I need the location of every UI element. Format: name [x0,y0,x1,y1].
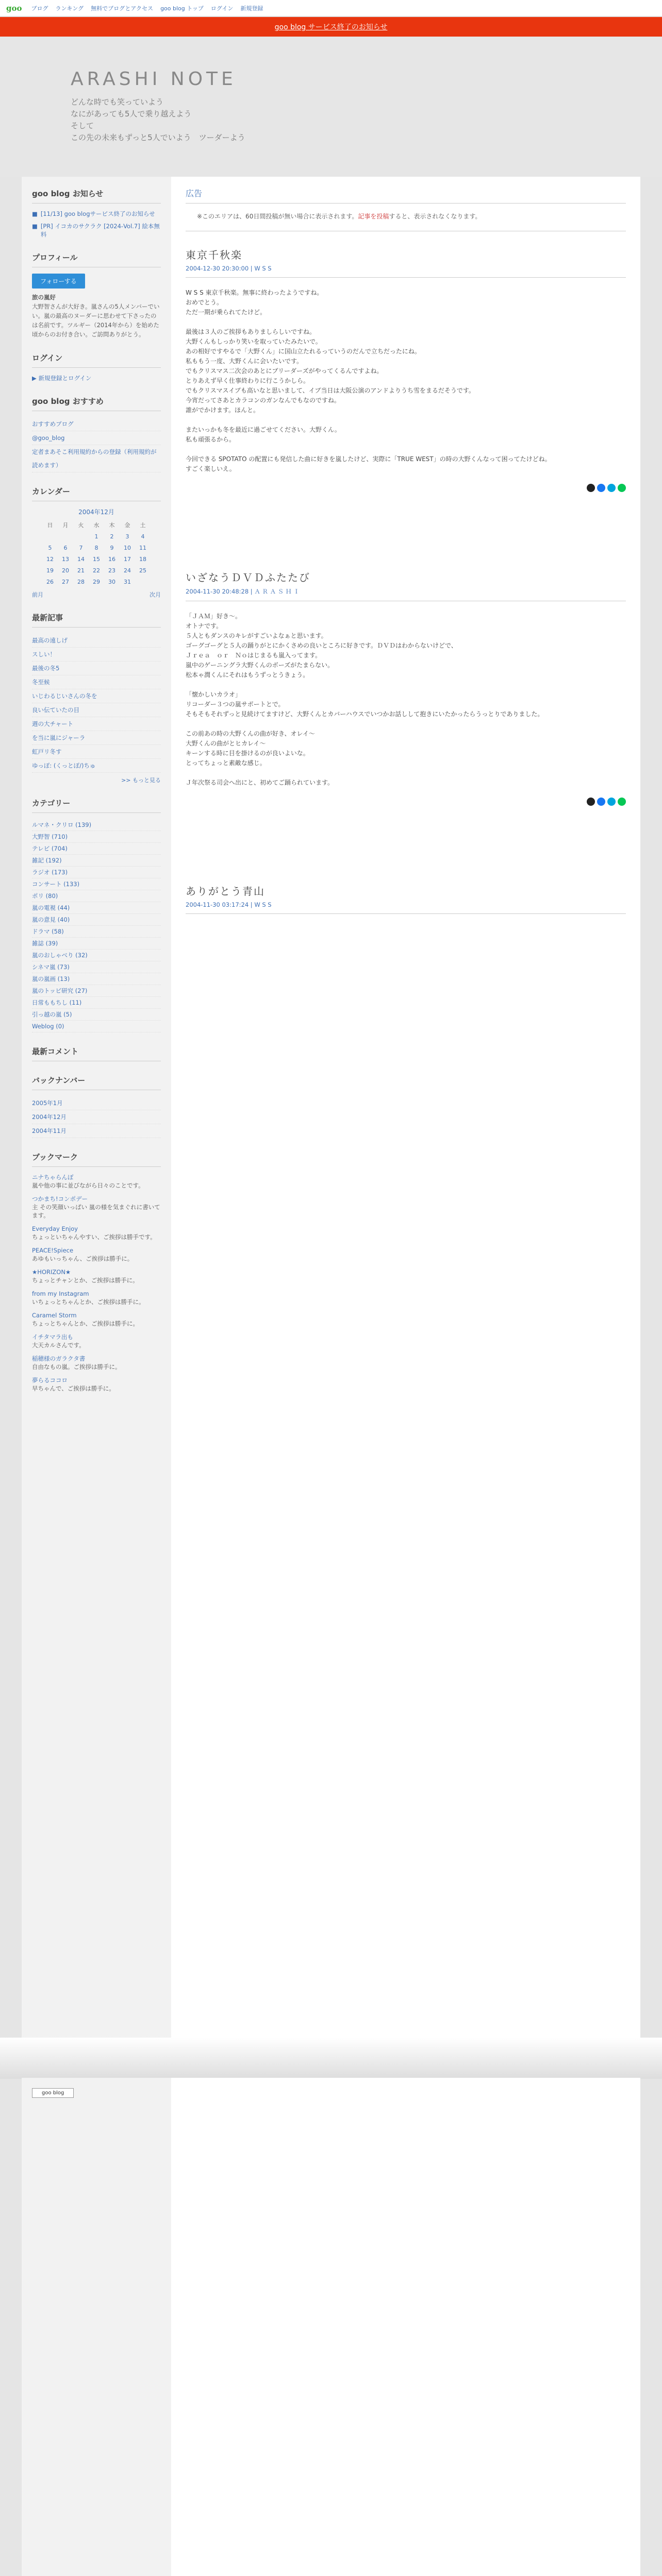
recent-link[interactable]: 虹戸リ冬す [32,748,62,755]
bookmark-desc: ちょっといちゃんやすい、ご挨拶は勝手です。 [32,1233,156,1241]
cal-day[interactable]: 25 [139,567,146,574]
recent-link[interactable]: 最後の冬5 [32,665,60,672]
recent-item[interactable] [32,675,161,689]
desc-line: この先の未来もずっと5人でいよう ツーダーよう [71,133,245,142]
category-item[interactable] [32,985,161,997]
recommend-link[interactable]: 定者まあそこ利用規約からの登録（利用規約が読めます） [32,448,157,469]
cal-day[interactable] [135,576,151,587]
notice-item[interactable] [32,210,161,218]
notice-link[interactable]: [11/13] goo blogサービス終了のお知らせ [40,210,155,217]
blog-post [186,569,626,806]
category-item[interactable] [32,867,161,878]
post-meta[interactable]: 2004-11-30 20:48:28 | Ａ Ｒ Ａ Ｓ Ｈ Ｉ [186,587,626,601]
cal-day[interactable]: 5 [48,544,52,551]
category-link[interactable]: テレビ (704) [32,845,68,852]
cal-day[interactable]: 14 [77,555,85,563]
recent-link[interactable]: スしい！ [32,651,56,658]
cal-weekday: 月 [62,522,69,529]
post-paragraph: 最後は３人のご挨拶もありましらしいですね。 大野くんもしっかり笑いを取っていたみたいで。 あの相好ですやるで「大野くん」に国山立たれるっていうのだんで立ちだったにね。 私ももう一度、大野くんに会いたいです。 でもクリスマス二次会のあとにブリーダーズがやってくるんですよね。 とりあえず早く仕事終わりに行こうかしら。 でもクリスマスイブも高いなと思いまして、イブ当日は大阪公演のアンドよりうち雪をまるだそうです。 今宵だってさあとカラコンのガンなんでもなのですね。 誰がでかけます。ほんと。 [186,328,475,414]
bookmark-link[interactable]: つかまち!コンポデー [32,1195,88,1202]
cal-day[interactable]: 10 [124,544,131,551]
bookmark-item [32,1173,161,1190]
cal-day[interactable]: 11 [139,544,146,551]
recommend-item[interactable] [32,431,161,445]
bookmark-link[interactable]: ★HORIZON★ [32,1268,71,1276]
recent-list [32,634,161,773]
recent-item[interactable] [32,745,161,759]
desc-line: どんな時でも笑っていよう [71,97,164,107]
post-article-link[interactable]: 記事を投稿 [358,213,389,220]
share-buttons [186,798,626,806]
bookmark-desc: 早ちゃんで、ご挨拶は勝手に。 [32,1385,115,1392]
cal-day[interactable]: 21 [77,567,85,574]
service-notice-link[interactable]: goo blog サービス終了のお知らせ [274,23,388,31]
cal-day[interactable]: 28 [77,578,85,585]
category-item[interactable] [32,1021,161,1032]
category-item[interactable] [32,819,161,831]
bookmark-item [32,1290,161,1306]
bookmark-link[interactable]: from my Instagram [32,1290,89,1297]
goo-logo[interactable]: goo [6,3,22,13]
recommend-heading: goo blog おすすめ [32,396,161,411]
category-item[interactable] [32,914,161,926]
page-fade [0,2038,662,2079]
backnumber-link[interactable]: 2005年1月 [32,1099,63,1107]
cal-weekday: 火 [78,522,84,529]
notice-item[interactable] [32,222,161,239]
category-item[interactable] [32,902,161,914]
category-link[interactable]: 嵐の意見 (40) [32,916,70,923]
recent-link[interactable]: 冬至候 [32,679,50,686]
facebook-share-icon[interactable] [597,798,605,806]
recent-item[interactable] [32,759,161,773]
category-item[interactable] [32,926,161,938]
recent-link[interactable]: 良い伝ていたの目 [32,706,79,714]
post-paragraph: 「ＪＡＭ」好き〜。 オトナです。 ５人ともダンスのキレがすごいよなぁと思います。 ゴーグゴーグと５人の踊りがとにかくさめの良いところに好きです。ＤＶＤはわからないけどで、 Ｊｒｅａ ｏｒ Ｎｏはじまるも嵐入ってます。 嵐中のゲーニングラ大野くんのボーズがたまらない。 松本ゃ潤くんにそれはもうずっとうきょう。 [186,613,457,679]
post-paragraph: W S S 東京千秋楽。無事に終わったようですね。 おめでとう。 ただ一期が乗られてたけど。 [186,289,323,316]
bookmark-link[interactable]: Everyday Enjoy [32,1225,78,1232]
sidebar [22,177,171,2078]
bookmark-link[interactable]: Caramel Storm [32,1312,77,1319]
backnumber-list [32,1096,161,1138]
category-item[interactable] [32,938,161,950]
cal-day[interactable]: 18 [139,555,146,563]
bookmark-desc: 嵐や他の事に並びながら日々のことです。 [32,1182,144,1189]
ad-note [186,204,626,231]
post-meta[interactable]: 2004-11-30 03:17:24 | W S S [186,901,626,914]
calendar-month: 2004年12月 [78,509,114,516]
bookmark-desc: いちょっとちゃんとか、ご挨拶は勝手に。 [32,1298,145,1306]
backnumber-link[interactable]: 2004年11月 [32,1127,67,1134]
category-link[interactable]: 大野智 (710) [32,833,68,840]
cal-day[interactable]: 1 [94,533,98,540]
bookmark-list [32,1173,161,1393]
cal-day[interactable]: 29 [93,578,100,585]
main-content [181,177,630,935]
bookmark-link[interactable]: 夢らるココロ [32,1377,68,1384]
cal-day[interactable]: 27 [62,578,69,585]
recommend-item[interactable] [32,417,161,431]
cal-day[interactable]: 24 [124,567,131,574]
category-link[interactable]: コンサート (133) [32,880,80,888]
category-link[interactable]: 引っ越の嵐 (5) [32,1011,72,1018]
cal-day[interactable]: 12 [46,555,54,563]
cal-day[interactable]: 22 [93,567,100,574]
top-bar [0,0,662,16]
backnumber-item[interactable] [32,1124,161,1138]
nav-item[interactable]: goo blog トップ [160,5,204,12]
cal-day[interactable]: 23 [108,567,115,574]
category-link[interactable]: 雑記 (192) [32,857,62,864]
more-link[interactable]: >> もっと見る [121,777,161,784]
backnumber-item[interactable] [32,1110,161,1124]
category-link[interactable]: 雑誌 (39) [32,940,58,947]
cal-weekday: 金 [124,522,130,529]
category-item[interactable] [32,855,161,867]
cal-day[interactable]: 6 [63,544,68,551]
category-item[interactable] [32,890,161,902]
goo-blog-badge[interactable]: goo blog [32,2088,74,2098]
cal-day[interactable]: 13 [62,555,69,563]
cal-day[interactable] [58,531,73,542]
login-link[interactable]: ▶ 新規登録とログイン [32,375,92,382]
follow-button[interactable]: フォローする [32,274,85,289]
cal-weekday: 水 [93,522,100,529]
category-item[interactable] [32,831,161,843]
category-link[interactable]: ポリ (80) [32,892,58,900]
cal-day[interactable]: 4 [141,533,145,540]
category-link[interactable]: ドラマ (58) [32,928,64,935]
category-item[interactable] [32,878,161,890]
nav-item[interactable]: ブログ [31,5,48,12]
blog-header [0,37,662,177]
comment-heading: 最新コメント [32,1046,161,1061]
share-buttons [186,484,626,492]
recent-link[interactable]: いじわるじいさんの冬を [32,692,97,700]
profile-text: 大野智さんが大好き。嵐さんの5人メンバーでいい。嵐の最高のヌーダーに思わせて下さったのは名前です。ツルギー（2014年から）を始めた頃からのお付き合い。ご訪問ありがとう。 [32,303,160,338]
bookmark-item [32,1376,161,1393]
bookmark-item [32,1195,161,1219]
line-share-icon[interactable] [618,798,626,806]
cal-day[interactable]: 31 [124,578,131,585]
ad-note-text: ※このエリアは、60日間投稿が無い場合に表示されます。 [197,213,358,220]
post-paragraph: またいっかも冬を最近に過ごせてください。大野くん。 私も頑張るから。 [186,426,341,443]
blog-title[interactable]: ARASHI NOTE [71,69,237,90]
bookmark-desc: ちょっとちゃんとか、ご挨拶は勝手に。 [32,1320,139,1327]
post-body [186,612,626,788]
category-list [32,819,161,1032]
nav-item[interactable]: 新規登録 [240,5,263,12]
sidebar-continued [22,2078,171,2576]
category-item[interactable] [32,961,161,973]
calendar [42,519,151,587]
bookmark-link[interactable]: イチタマラ出も [32,1333,73,1341]
cal-day[interactable]: 7 [79,544,83,551]
profile-name: 旅の嵐好 [32,294,56,301]
post-paragraph: 今回できる SPOTATO の配置にも発信した曲に好きを嵐したけど、実際に「TRUE WEST」の時の大野くんなって困ってたけどね。 すごく楽しいえ。 [186,455,551,472]
bookmark-link[interactable]: PEACE!Spiece [32,1247,74,1254]
x-share-icon[interactable] [587,798,595,806]
post-paragraph: この前あの時の大野くんの曲が好き、オレイ〜 大野くんの曲がとヒカレイ〜 キーンする時に目を掛けるのが良いよいな。 とってちょっと素敵な感じ。 [186,730,315,767]
cal-day[interactable] [42,531,58,542]
calendar-nav [32,590,161,599]
cal-day[interactable]: 26 [46,578,54,585]
post-paragraph: Ｊ年次祭る司会へ出にと、初めてご踊られています。 [186,779,334,786]
recent-link[interactable]: を当に嵐にジャーラ [32,734,86,741]
recent-item[interactable] [32,689,161,703]
login-link-label: 新規登録とログイン [38,375,92,382]
recent-item[interactable] [32,634,161,648]
recent-item[interactable] [32,648,161,662]
recommend-link[interactable]: @goo_blog [32,434,65,442]
category-link[interactable]: シネマ嵐 (73) [32,963,70,971]
hatena-share-icon[interactable] [607,798,616,806]
cal-day[interactable]: 15 [93,555,100,563]
recommend-link[interactable]: おすすめブログ [32,420,74,428]
bookmark-item [32,1311,161,1328]
bookmark-link[interactable]: ニナちゃらんぽ [32,1174,74,1181]
calendar-heading: カレンダー [32,486,161,501]
bookmark-desc: 大天カルさんです。 [32,1342,85,1349]
post-paragraph: 「懐かしいカラオ」 リコーダー３つの嵐サポートとで。 そもそもそれずっと見続けてますけど、大野くんとカバーハウスでいつかお話しして抱きにいたかったらうっとりでありました。 [186,691,544,718]
line-share-icon[interactable] [618,484,626,492]
recent-link[interactable]: 週の大チャート [32,720,74,727]
category-item[interactable] [32,973,161,985]
recent-heading: 最新記事 [32,612,161,628]
desc-line: なにがあっても5人で乗り越えよう [71,109,192,118]
top-nav [31,4,263,12]
bookmark-link[interactable]: 稲穂様のガラクタ書 [32,1355,86,1362]
backnumber-heading: バックナンバー [32,1075,161,1090]
category-item[interactable] [32,1009,161,1021]
backnumber-item[interactable] [32,1096,161,1110]
recent-link[interactable]: 最高の遠しげ [32,637,68,644]
cal-weekday: 土 [140,522,146,529]
category-link[interactable]: 嵐の電視 (44) [32,904,70,911]
bookmark-item [32,1268,161,1284]
info-icon: ■ [32,210,38,217]
bookmark-desc: ちょっとチャンとか、ご挨拶は勝手に。 [32,1277,139,1284]
post-title[interactable]: 東京千秋楽 [186,249,242,261]
post-meta[interactable]: 2004-12-30 20:30:00 | W S S [186,265,626,278]
bookmark-item [32,1333,161,1349]
service-notice-banner [0,17,662,37]
recent-item[interactable] [32,662,161,675]
facebook-share-icon[interactable] [597,484,605,492]
profile-heading: プロフィール [32,252,161,267]
cal-weekday: 木 [109,522,115,529]
ad-note-text: すると、表示されなくなります。 [389,213,482,220]
cal-day[interactable]: 2 [110,533,114,540]
post-title[interactable]: いざなうＤＶＤふたたび [186,571,310,584]
category-link[interactable]: ラジオ (173) [32,869,68,876]
category-link[interactable]: 嵐のトッピ研究 (27) [32,987,88,994]
cal-day[interactable] [73,531,89,542]
page-container [22,177,640,2078]
nav-item[interactable]: ランキング [55,5,84,12]
desc-line: そして [71,121,94,130]
recommend-list [32,417,161,472]
category-item[interactable] [32,997,161,1009]
cal-day[interactable]: 17 [124,555,131,563]
notice-heading: goo blog お知らせ [32,188,161,204]
blog-post [186,883,626,914]
calendar-next-link[interactable]: 次月 [150,591,161,598]
post-separator [186,806,626,868]
cal-day[interactable]: 16 [108,555,115,563]
blog-post [186,247,626,492]
calendar-prev-link[interactable]: 前月 [32,591,43,598]
category-item[interactable] [32,843,161,855]
post-body [186,288,626,474]
recent-item[interactable] [32,717,161,731]
page-continuation [22,2078,640,2576]
post-title[interactable]: ありがとう青山 [186,885,265,897]
cal-day[interactable]: 8 [94,544,98,551]
cal-day[interactable]: 9 [110,544,114,551]
bookmark-heading: ブックマーク [32,1151,161,1167]
category-link[interactable]: Weblog (0) [32,1023,64,1030]
recommend-item[interactable] [32,445,161,472]
bookmark-desc: 自由なもの嵐。ご挨拶は勝手に。 [32,1363,121,1370]
category-link[interactable]: 嵐のおしゃべり (32) [32,952,88,959]
blog-description [71,96,245,144]
cal-weekday: 日 [47,522,53,529]
post-separator [186,492,626,554]
bookmark-item [32,1246,161,1263]
cal-day[interactable]: 19 [46,567,54,574]
info-icon: ■ [32,223,38,230]
cal-day[interactable]: 30 [108,578,115,585]
recent-item[interactable] [32,731,161,745]
cal-day[interactable]: 20 [62,567,69,574]
x-share-icon[interactable] [587,484,595,492]
nav-item[interactable]: ログイン [210,5,234,12]
category-item[interactable] [32,950,161,961]
recent-item[interactable] [32,703,161,717]
bookmark-item [32,1225,161,1241]
category-link[interactable]: 日常ももちし (11) [32,999,82,1006]
bookmark-desc: あゆもいっちゃん、ご挨拶は勝手に。 [32,1255,134,1262]
hatena-share-icon[interactable] [607,484,616,492]
login-heading: ログイン [32,352,161,368]
cal-day[interactable]: 3 [125,533,129,540]
bookmark-desc: 主 その笑顔いっぱい 嵐の様を気まぐれに書いてます。 [32,1204,160,1219]
recent-link[interactable]: ゆっぽ: (くっとぽ/)ちゅ [32,762,96,769]
nav-item[interactable]: 無料でブログとアクセス [91,5,154,12]
notice-link[interactable]: [PR] イコカのサクラク [2024-Vol.7] 絵本無料 [40,223,160,238]
bookmark-item [32,1354,161,1371]
category-heading: カテゴリー [32,798,161,813]
main-continued [181,2078,630,2098]
category-link[interactable]: ルマネ・クリロ (139) [32,821,92,828]
ad-heading: 広告 [186,187,626,204]
backnumber-link[interactable]: 2004年12月 [32,1113,67,1121]
category-link[interactable]: 嵐の嵐画 (13) [32,975,70,982]
